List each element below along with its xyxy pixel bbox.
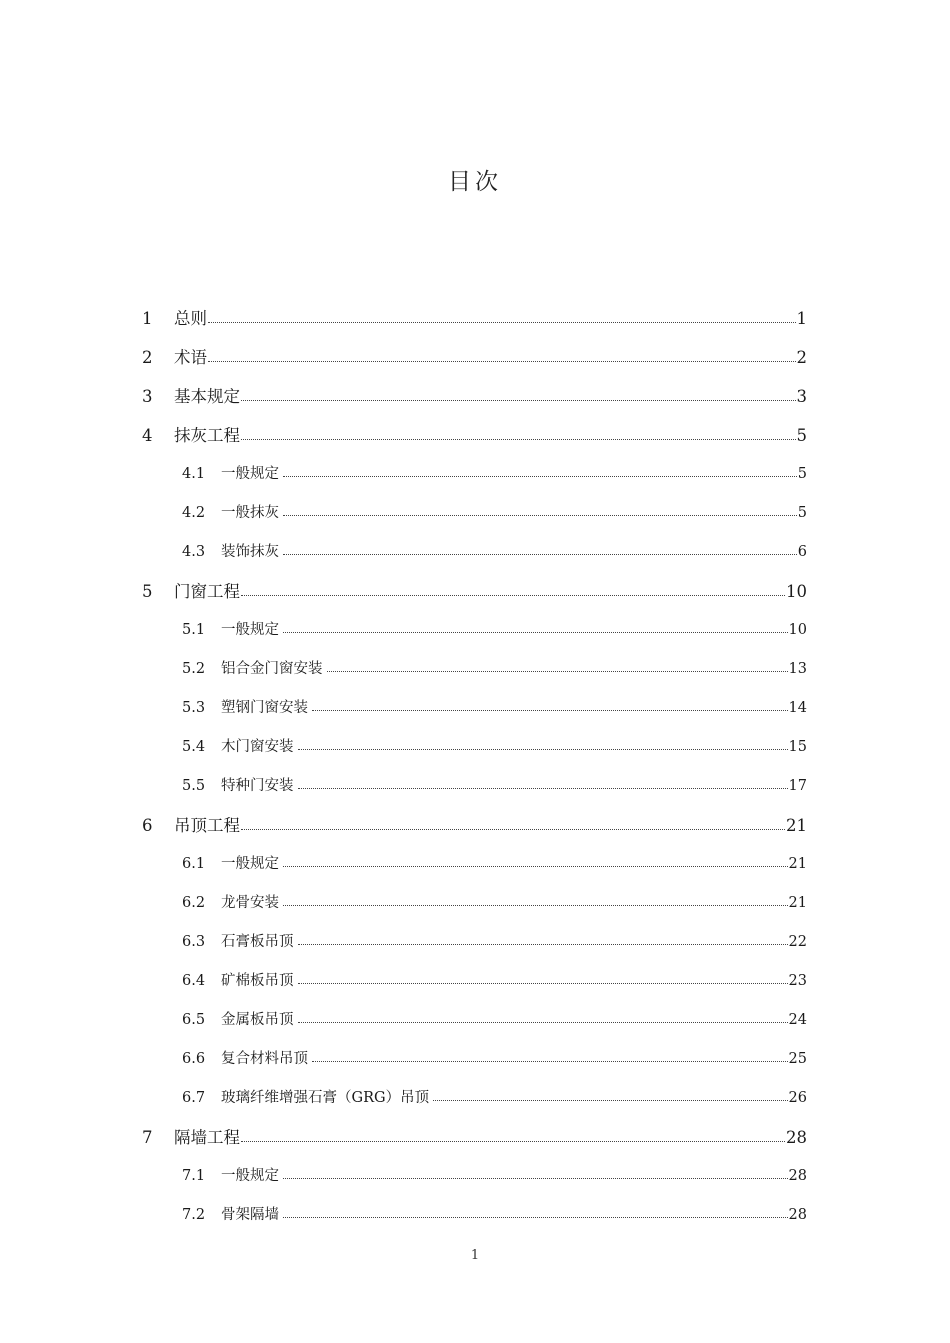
toc-entry-page: 5 (797, 505, 807, 521)
toc-section-entry[interactable] (182, 650, 807, 689)
toc-entry-number: 6.3 (182, 934, 206, 950)
toc-chapter-entry[interactable] (142, 572, 807, 611)
toc-dot-leader (298, 1021, 788, 1023)
toc-entry-page: 21 (786, 816, 807, 835)
toc-entry-page: 28 (786, 1128, 807, 1147)
toc-dot-leader (283, 514, 797, 516)
toc-entry-title: 一般抹灰 (221, 505, 279, 521)
toc-entry-number: 5.4 (182, 739, 206, 755)
toc-dot-leader (312, 709, 788, 711)
toc-chapter-entry[interactable] (142, 806, 807, 845)
toc-dot-leader (208, 360, 796, 362)
toc-entry-number: 4.3 (182, 544, 206, 560)
toc-entry-page: 23 (788, 973, 807, 989)
toc-entry-title: 石膏板吊顶 (221, 934, 294, 950)
toc-entry-title: 吊顶工程 (174, 816, 240, 835)
toc-dot-leader (433, 1099, 787, 1101)
toc-entry-page: 5 (796, 426, 807, 445)
toc-entry-page: 22 (788, 934, 807, 950)
toc-entry-number: 6.7 (182, 1090, 206, 1106)
toc-entry-number: 2 (142, 348, 153, 367)
toc-dot-leader (283, 865, 788, 867)
toc-section-entry[interactable] (182, 728, 807, 767)
toc-entry-page: 15 (788, 739, 807, 755)
toc-entry-page: 6 (797, 544, 807, 560)
toc-dot-leader (283, 1216, 788, 1218)
toc-dot-leader (327, 670, 788, 672)
toc-dot-leader (298, 943, 788, 945)
toc-entry-title: 复合材料吊顶 (221, 1051, 308, 1067)
toc-entry-page: 28 (788, 1207, 807, 1223)
toc-entry-title: 装饰抹灰 (221, 544, 279, 560)
toc-entry-page: 17 (788, 778, 807, 794)
toc-dot-leader (241, 1140, 785, 1142)
toc-dot-leader (241, 828, 785, 830)
toc-chapter-entry[interactable] (142, 338, 807, 377)
toc-section-entry[interactable] (182, 689, 807, 728)
toc-dot-leader (241, 594, 785, 596)
toc-entry-title: 骨架隔墙 (221, 1207, 279, 1223)
toc-entry-page: 21 (788, 895, 807, 911)
toc-section-entry[interactable] (182, 1196, 807, 1235)
toc-entry-number: 7.1 (182, 1168, 206, 1184)
toc-entry-title: 金属板吊顶 (221, 1012, 294, 1028)
toc-entry-page: 26 (788, 1090, 807, 1106)
toc-entry-title: 塑钢门窗安装 (221, 700, 308, 716)
toc-entry-page: 2 (796, 348, 807, 367)
toc-entry-number: 6.4 (182, 973, 206, 989)
toc-entry-number: 6.1 (182, 856, 206, 872)
toc-section-entry[interactable] (182, 1040, 807, 1079)
toc-section-entry[interactable] (182, 923, 807, 962)
toc-entry-title: 特种门安装 (221, 778, 294, 794)
toc-entry-page: 10 (788, 622, 807, 638)
toc-entry-title: 基本规定 (174, 387, 240, 406)
toc-entry-title: 一般规定 (221, 466, 279, 482)
toc-entry-page: 25 (788, 1051, 807, 1067)
toc-entry-number: 5.3 (182, 700, 206, 716)
toc-entry-title: 一般规定 (221, 622, 279, 638)
toc-entry-page: 21 (788, 856, 807, 872)
page-number: 1 (470, 1248, 480, 1263)
toc-entry-number: 4.2 (182, 505, 206, 521)
toc-section-entry[interactable] (182, 1079, 807, 1118)
toc-entry-page: 5 (797, 466, 807, 482)
toc-entry-number: 4.1 (182, 466, 206, 482)
toc-chapter-entry[interactable] (142, 1118, 807, 1157)
toc-entry-title: 术语 (174, 348, 207, 367)
toc-entry-title: 铝合金门窗安装 (221, 661, 323, 677)
toc-chapter-entry[interactable] (142, 299, 807, 338)
toc-dot-leader (283, 631, 788, 633)
toc-dot-leader (241, 438, 796, 440)
toc-entry-number: 3 (142, 387, 153, 406)
toc-entry-number: 6.2 (182, 895, 206, 911)
toc-dot-leader (312, 1060, 788, 1062)
page-title: 目次 (448, 169, 502, 195)
toc-entry-number: 7 (142, 1128, 153, 1147)
toc-section-entry[interactable] (182, 455, 807, 494)
toc-entry-number: 4 (142, 426, 153, 445)
toc-dot-leader (298, 787, 788, 789)
toc-entry-title: 龙骨安装 (221, 895, 279, 911)
toc-section-entry[interactable] (182, 1001, 807, 1040)
toc-section-entry[interactable] (182, 962, 807, 1001)
toc-entry-number: 5.1 (182, 622, 206, 638)
toc-section-entry[interactable] (182, 494, 807, 533)
toc-chapter-entry[interactable] (142, 416, 807, 455)
toc-entry-title: 木门窗安装 (221, 739, 294, 755)
toc-section-entry[interactable] (182, 533, 807, 572)
toc-entry-number: 5 (142, 582, 153, 601)
toc-dot-leader (208, 321, 796, 323)
toc-entry-title: 门窗工程 (174, 582, 240, 601)
toc-entry-number: 1 (142, 309, 153, 328)
toc-entry-number: 5.5 (182, 778, 206, 794)
toc-entry-page: 3 (796, 387, 807, 406)
toc-section-entry[interactable] (182, 767, 807, 806)
toc-section-entry[interactable] (182, 611, 807, 650)
toc-dot-leader (283, 553, 797, 555)
toc-entry-page: 14 (788, 700, 807, 716)
toc-section-entry[interactable] (182, 845, 807, 884)
toc-dot-leader (298, 748, 788, 750)
toc-entry-page: 10 (786, 582, 807, 601)
toc-entry-title: 一般规定 (221, 1168, 279, 1184)
toc-entry-number: 6 (142, 816, 153, 835)
toc-entry-page: 24 (788, 1012, 807, 1028)
toc-entry-page: 28 (788, 1168, 807, 1184)
toc-entry-title: 玻璃纤维增强石膏（GRG）吊顶 (221, 1090, 430, 1106)
toc-entry-title: 一般规定 (221, 856, 279, 872)
toc-dot-leader (283, 904, 788, 906)
toc-entry-number: 6.6 (182, 1051, 206, 1067)
toc-section-entry[interactable] (182, 884, 807, 923)
toc-dot-leader (241, 399, 796, 401)
toc-entry-title: 隔墙工程 (174, 1128, 240, 1147)
toc-dot-leader (283, 475, 797, 477)
toc-entry-number: 6.5 (182, 1012, 206, 1028)
toc-dot-leader (283, 1177, 788, 1179)
toc-entry-title: 抹灰工程 (174, 426, 240, 445)
toc-entry-title: 总则 (174, 309, 207, 328)
toc-entry-page: 1 (796, 309, 807, 328)
toc-entry-number: 5.2 (182, 661, 206, 677)
toc-chapter-entry[interactable] (142, 377, 807, 416)
toc-section-entry[interactable] (182, 1157, 807, 1196)
toc-entry-title: 矿棉板吊顶 (221, 973, 294, 989)
toc-dot-leader (298, 982, 788, 984)
toc-entry-number: 7.2 (182, 1207, 206, 1223)
toc-entry-page: 13 (788, 661, 807, 677)
